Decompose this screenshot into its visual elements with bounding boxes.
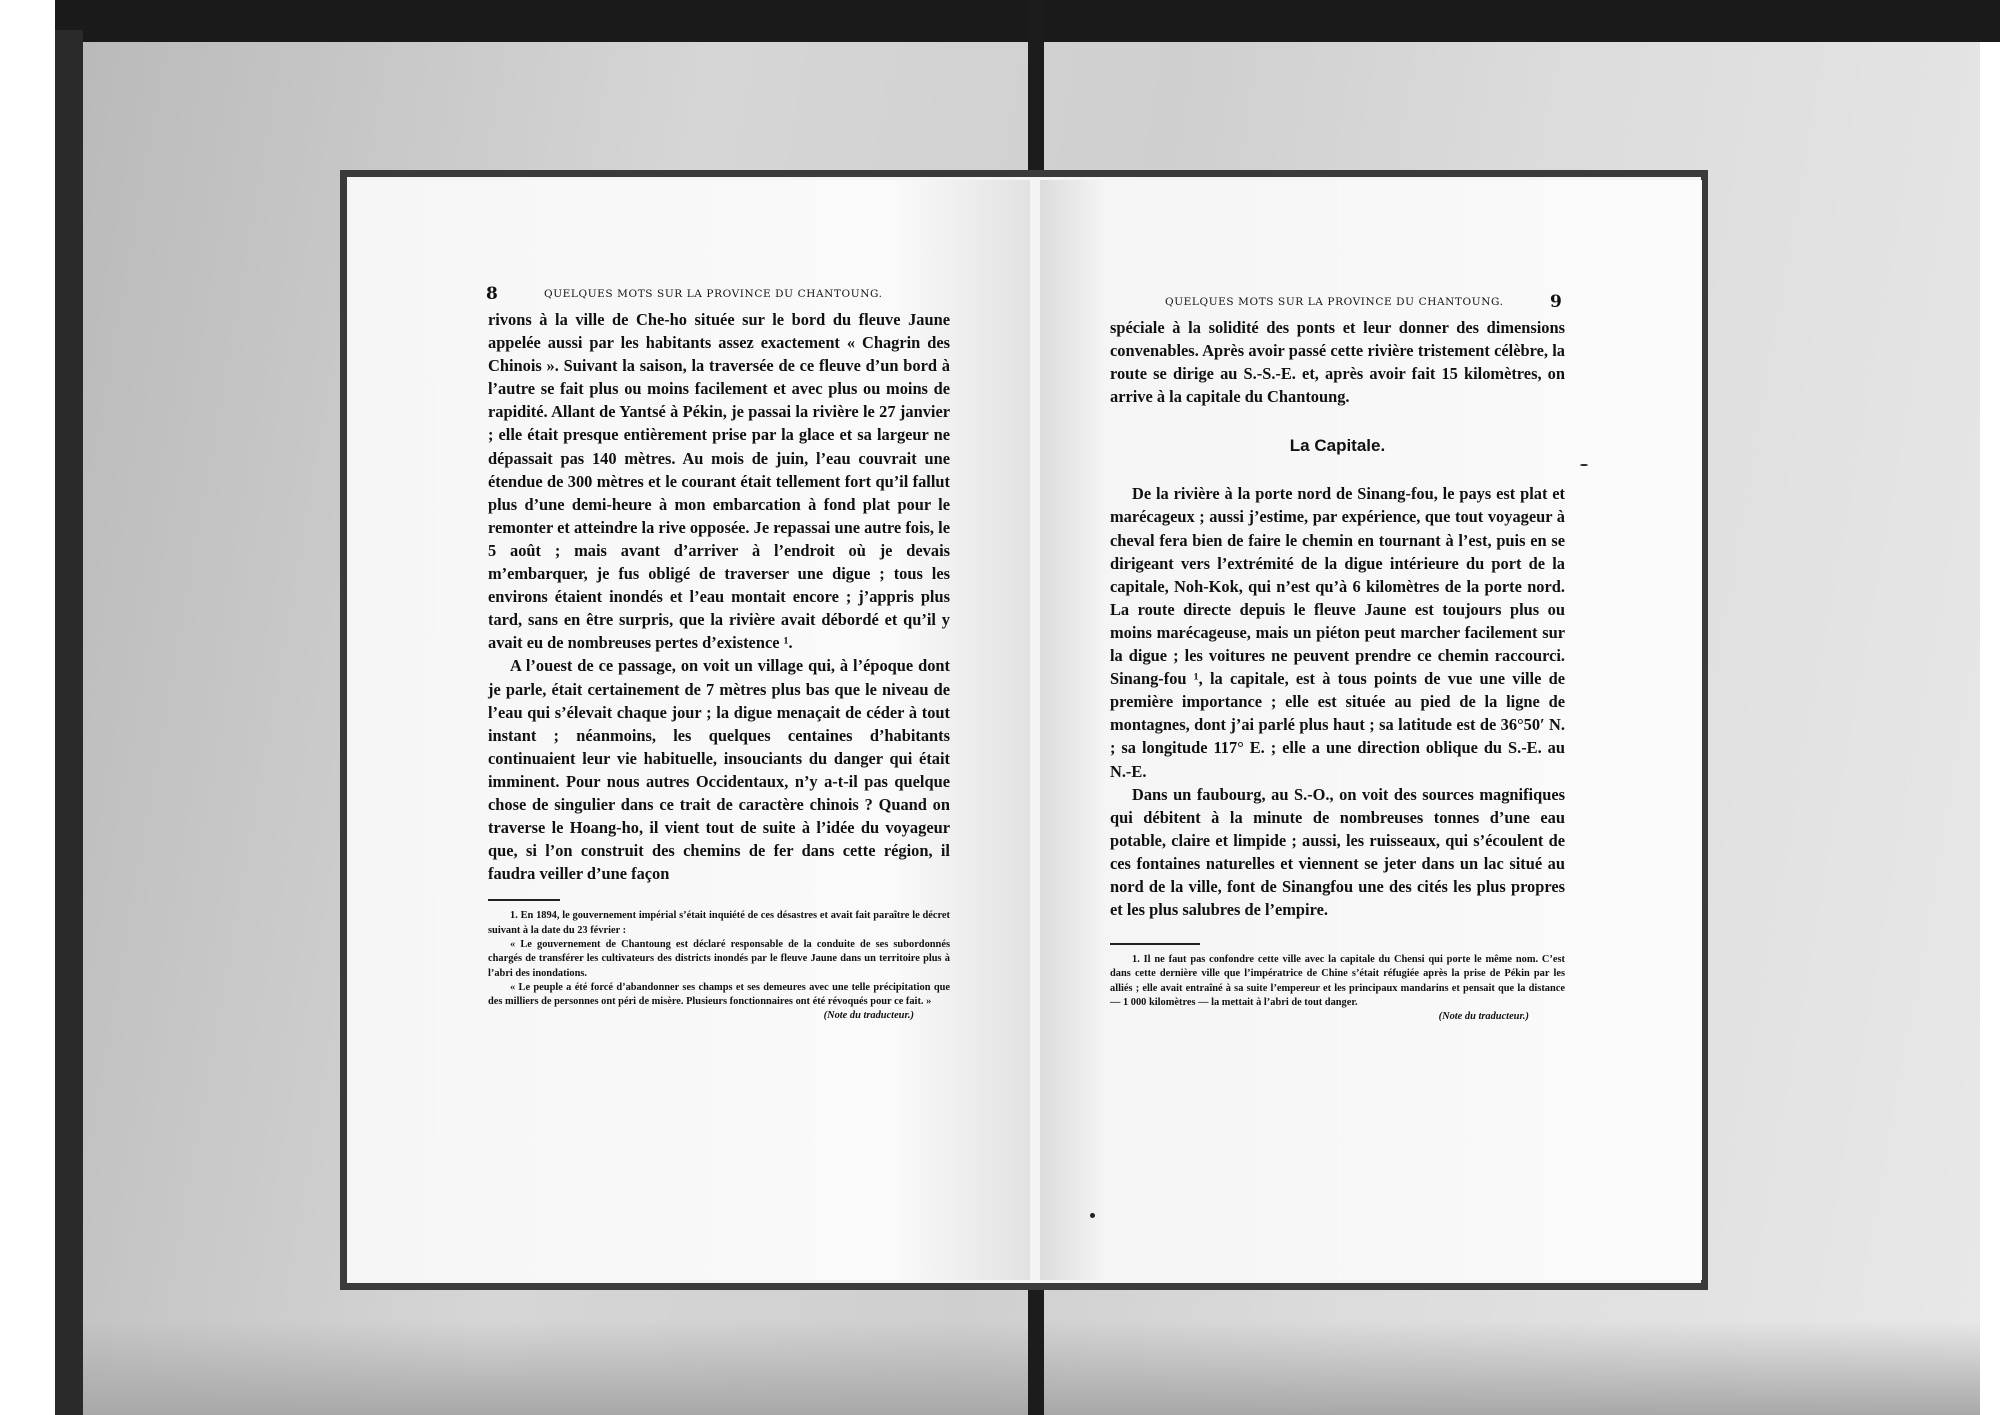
footnote: « Le gouvernement de Chantoung est déclaré responsable de la conduite de ses subordonnés chargés de transférer les cultivateurs des districts inondés par le fleuve Jaune dans un territoire plus à l’abri des inondations. bbox=[488, 938, 950, 979]
page-number: 8 bbox=[486, 284, 499, 304]
footnote: 1. Il ne faut pas confondre cette ville avec la capitale du Chensi qui porte le même nom. C’est dans cette dernière ville que l’impératrice de Chine s’était réfugiée après la prise de Pékin par les alliés ; elle avait entraîné à sa suite l’empereur et les principaux mandarins et pensait que la distance — 1 000 kilomètres — la mettait à l’abri de tout danger. bbox=[1110, 954, 1565, 1009]
section-title: La Capitale. bbox=[1289, 436, 1386, 456]
cover-shadow bbox=[70, 1320, 1980, 1415]
page-number: 9 bbox=[1550, 292, 1563, 312]
body-paragraph: A l’ouest de ce passage, on voit un village qui, à l’époque dont je parle, était certainement de 7 mètres plus bas que le niveau de l’eau qui s’élevait chaque jour ; la digue menaçait de céder à tout instant ; néanmoins, les quelques centaines d’habitants continuaient leur vie habituelle, insouciants du danger qui était imminent. Pour nous autres Occidentaux, n’y a-t-il pas quelque chose de singulier dans ce trait de caractère chinois ? Quand on traverse le Hoang-ho, il vient tout de suite à l’idée du voyageur que, si l’on construit des chemins de fer dans cette région, il faudra veiller d’une façon bbox=[488, 656, 950, 884]
left-running-header bbox=[486, 284, 950, 308]
footnote-rule bbox=[1110, 943, 1200, 945]
footnote-rule bbox=[488, 899, 560, 901]
translator-note: (Note du traducteur.) bbox=[1438, 1011, 1529, 1023]
translator-note: (Note du traducteur.) bbox=[823, 1010, 914, 1022]
right-page-text bbox=[1110, 292, 1565, 1025]
body-paragraph: De la rivière à la porte nord de Sinang-fou, le pays est plat et marécageux ; aussi j’estime, par expérience, que tout voyageur à cheval fera bien de faire le chemin en tournant à l’est, puis en se dirigeant vers l’extrémité de la digue intérieure du port de la capitale, Noh-Kok, qui n’est qu’à 6 kilomètres de la porte nord. La route directe depuis le fleuve Jaune est toujours plus ou moins marécageuse, mais un piéton peut marcher facilement sur la digue ; les voitures ne peuvent prendre ce chemin raccourci. Sinang-fou ¹, la capitale, est à tous points de vue une ville de première importance ; elle est située au pied de la ligne de montagnes, dont j’ai parlé plus haut ; sa latitude est de 36°50′ N. ; sa longitude 117° E. ; elle a une direction oblique du S.-E. au N.-E. bbox=[1110, 484, 1565, 781]
running-head: QUELQUES MOTS SUR LA PROVINCE DU CHANTOUNG. bbox=[1165, 296, 1504, 308]
footnote: 1. En 1894, le gouvernement impérial s’était inquiété de ces désastres et avait fait paraître le décret suivant à la date du 23 février : bbox=[488, 910, 950, 936]
body-paragraph: Dans un faubourg, au S.-O., on voit des sources magnifiques qui débitent à la minute de nombreuses tonnes d’une eau potable, claire et limpide ; aussi, les ruisseaux, qui s’écoulent de ces fontaines naturelles et viennent se jeter dans un lac situé au nord de la ville, font de Sinangfou une des cités les plus propres et les plus salubres de l’empire. bbox=[1110, 784, 1565, 920]
left-page-text bbox=[486, 284, 950, 1024]
body-paragraph: rivons à la ville de Che-ho située sur le bord du fleuve Jaune appelée aussi par les habitants assez exactement « Chagrin des Chinois ». Suivant la saison, la traversée de ce fleuve d’un bord à l’autre se fait plus ou moins facilement et avec plus ou moins de rapidité. Allant de Yantsé à Pékin, je passai la rivière le 27 janvier ; elle était presque entièrement prise par la glace et sa largeur ne dépassait pas 140 mètres. Au mois de juin, l’eau couvrait une étendue de 300 mètres et le courant était tellement fort qu’il fallut plus d’une demi-heure à mon embarcation à fond plat pour le remonter et atteindre la rive opposée. Je repassai une autre fois, le 5 août ; mais avant d’arriver à l’endroit où je devais m’embarquer, je fus obligé de traverser une digue ; tous les environs étaient inondés et l’eau montait encore ; j’appris plus tard, sans en être surpris, que la rivière avait débordé et qu’il y avait eu de nombreuses pertes d’existence ¹. bbox=[488, 310, 950, 653]
right-running-header bbox=[1110, 292, 1565, 316]
scan-speck bbox=[1090, 1213, 1095, 1218]
running-head: QUELQUES MOTS SUR LA PROVINCE DU CHANTOUNG. bbox=[544, 288, 883, 300]
scan-border-left bbox=[55, 30, 83, 1415]
body-paragraph: spéciale à la solidité des ponts et leur donner des dimensions convenables. Après avoir passé cette rivière tristement célèbre, la route se dirige au S.-S.-E. et, après avoir fait 15 kilomètres, on arrive à la capitale du Chantoung. bbox=[1110, 318, 1565, 407]
scan-speck bbox=[1580, 464, 1588, 466]
footnote: « Le peuple a été forcé d’abandonner ses champs et ses demeures avec une telle précipitation que des milliers de personnes ont péri de misère. Plusieurs fonctionnaires ont été révoqués pour ce fait. » bbox=[488, 981, 950, 1008]
